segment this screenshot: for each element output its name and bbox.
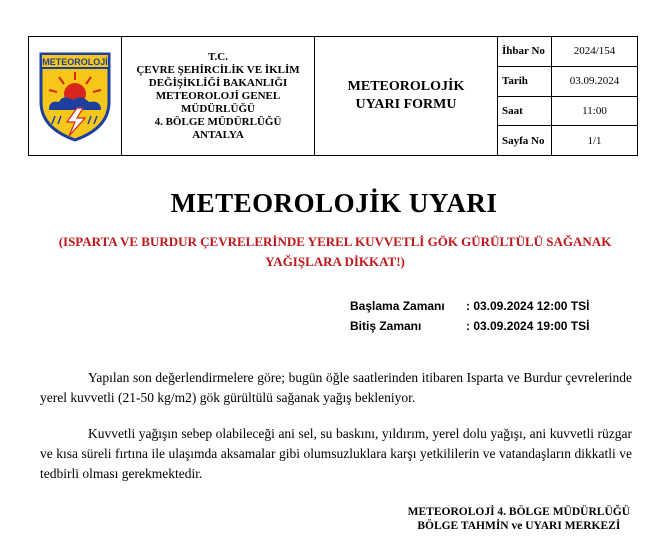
org-line-5: MÜDÜRLÜĞÜ <box>181 102 255 115</box>
org-line-3: DEĞİŞİKLİĞİ BAKANLIĞI <box>148 76 288 89</box>
meta-row-saat <box>498 97 637 127</box>
start-time-label: Başlama Zamanı <box>350 299 445 313</box>
logo-cell <box>29 37 122 155</box>
warning-subtitle <box>40 232 630 272</box>
meta-row-ihbar <box>498 37 637 67</box>
body-paragraph-2: Kuvvetli yağışın sebep olabileceği ani sel, su baskını, yıldırım, yerel dolu yağışı, ani kuvvetli rüzgar ve kısa süreli fırtına ile ulaşımda aksamalar gibi olumsuzluklara karşı yetkililerin ve vatandaşların dikkatli ve tedbirli olması gerekmektedir. <box>40 426 632 481</box>
validity-times <box>350 296 589 336</box>
svg-text:METEOROLOJİ: METEOROLOJİ <box>42 57 108 67</box>
org-line-2: ÇEVRE ŞEHİRCİLİK VE İKLİM <box>136 63 300 76</box>
warning-subtitle-line-2: YAĞIŞLARA DİKKAT!) <box>265 254 405 269</box>
start-time-row <box>350 296 589 316</box>
meta-table <box>498 37 637 155</box>
document-title: METEOROLOJİK UYARI <box>170 188 498 218</box>
form-title-line-1: METEOROLOJİK <box>347 79 465 94</box>
meta-value: 03.09.2024 <box>569 75 620 88</box>
issuer-line-1: METEOROLOJİ 4. BÖLGE MÜDÜRLÜĞÜ <box>407 506 630 518</box>
warning-subtitle-line-1: (ISPARTA VE BURDUR ÇEVRELERİNDE YEREL KUVVETLİ GÖK GÜRÜLTÜLÜ SAĞANAK <box>58 234 612 249</box>
end-time-row <box>350 316 589 336</box>
meta-value: 11:00 <box>582 104 607 117</box>
meta-label: Sayfa No <box>498 126 552 155</box>
org-line-1: T.C. <box>208 50 228 63</box>
start-time-value: : 03.09.2024 12:00 TSİ <box>466 299 590 313</box>
org-line-6: 4. BÖLGE MÜDÜRLÜĞÜ <box>154 115 282 128</box>
body-paragraph-1: Yapılan son değerlendirmelere göre; bugün öğle saatlerinden itibaren Isparta ve Burdur çevrelerinde yerel kuvvetli (21-50 kg/m2) gök gürültülü sağanak yağış bekleniyor. <box>40 370 632 405</box>
meta-row-tarih <box>498 67 637 97</box>
form-title-block <box>315 37 498 155</box>
meta-label: İhbar No <box>498 37 552 66</box>
end-time-value: : 03.09.2024 19:00 TSİ <box>466 319 590 333</box>
meta-value: 1/1 <box>587 134 602 147</box>
org-line-7: ANTALYA <box>192 128 244 141</box>
issuer-line-2: BÖLGE TAHMİN ve UYARI MERKEZİ <box>417 520 621 532</box>
meta-row-sayfa <box>498 126 637 155</box>
org-line-4: METEOROLOJİ GENEL <box>155 89 281 102</box>
meta-label: Saat <box>498 97 552 126</box>
meta-value: 2024/154 <box>573 45 616 58</box>
end-time-label: Bitiş Zamanı <box>350 319 422 333</box>
meta-label: Tarih <box>498 67 552 96</box>
organization-block <box>122 37 315 155</box>
form-title-line-2: UYARI FORMU <box>355 97 457 112</box>
meteoroloji-logo <box>35 50 115 142</box>
header-table <box>28 36 638 156</box>
issuer-signature <box>408 505 630 533</box>
